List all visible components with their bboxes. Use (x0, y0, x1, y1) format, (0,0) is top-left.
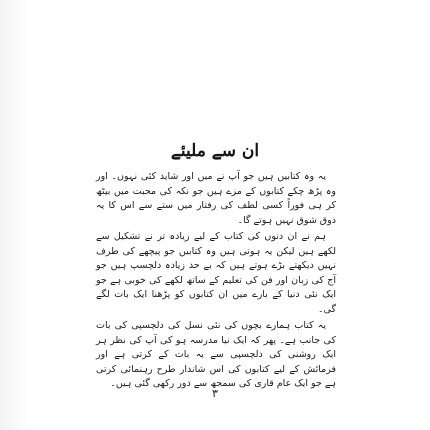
page-gutter-shadow (0, 0, 28, 430)
page-number: ۳ (212, 387, 218, 400)
body-text (96, 170, 336, 394)
paragraph-1: یہ وہ کتابیں ہیں جو آپ نے میں اور شاید کئی نہوں۔ اور وہ پڑھ چکے کتابوں کے مزے ہیں جو نکہ کی محبت میں بیٹھ کر ہی فوراً کسی لطف کی رفتار میں ستے سے اس کا یہ ذوق شوق نہیں ہوتے گا۔ (96, 171, 336, 226)
paragraph-2: ہم نے ان دنوں کی کتاب کے لیے زیادہ تر نے تشکیل سے لکھے ہیں لیکن یہ ہوتی ہیں وہ کتابیں جو پیچھے کی طرف نہیں دیکھتے بڑے ہوتے ہیں کہ بے حد زیادہ دلچسپ ہیں جو آج کی زبان اور فن کی تعلیم کے ساتھ لکھے کی خوبی ہے جو ایک نئی دنیا کے بارے میں ان کتابوں کو پڑھنا ایک بات لگے گی۔ (96, 231, 336, 315)
paragraph-3: یہ کتاب ہمارے بچوں کی نئی نسل کی دلچسپی کی بات کی جانب ہے۔ پھر کہ ایک نیا مدرسہ ہو کی آپ کی نظر ہر ایک روشنی کی دلچسپی سے یہ بات کے کرتی ہے اور فرمائش کے لیے کتابوں کی اس شاندار طرح رہنمائی کرتی ہے جو ایک عام قاری کی سمجھ سے دور رکھی گئی ہیں۔ (96, 320, 336, 389)
page-title: ان سے ملیئے (170, 141, 260, 161)
